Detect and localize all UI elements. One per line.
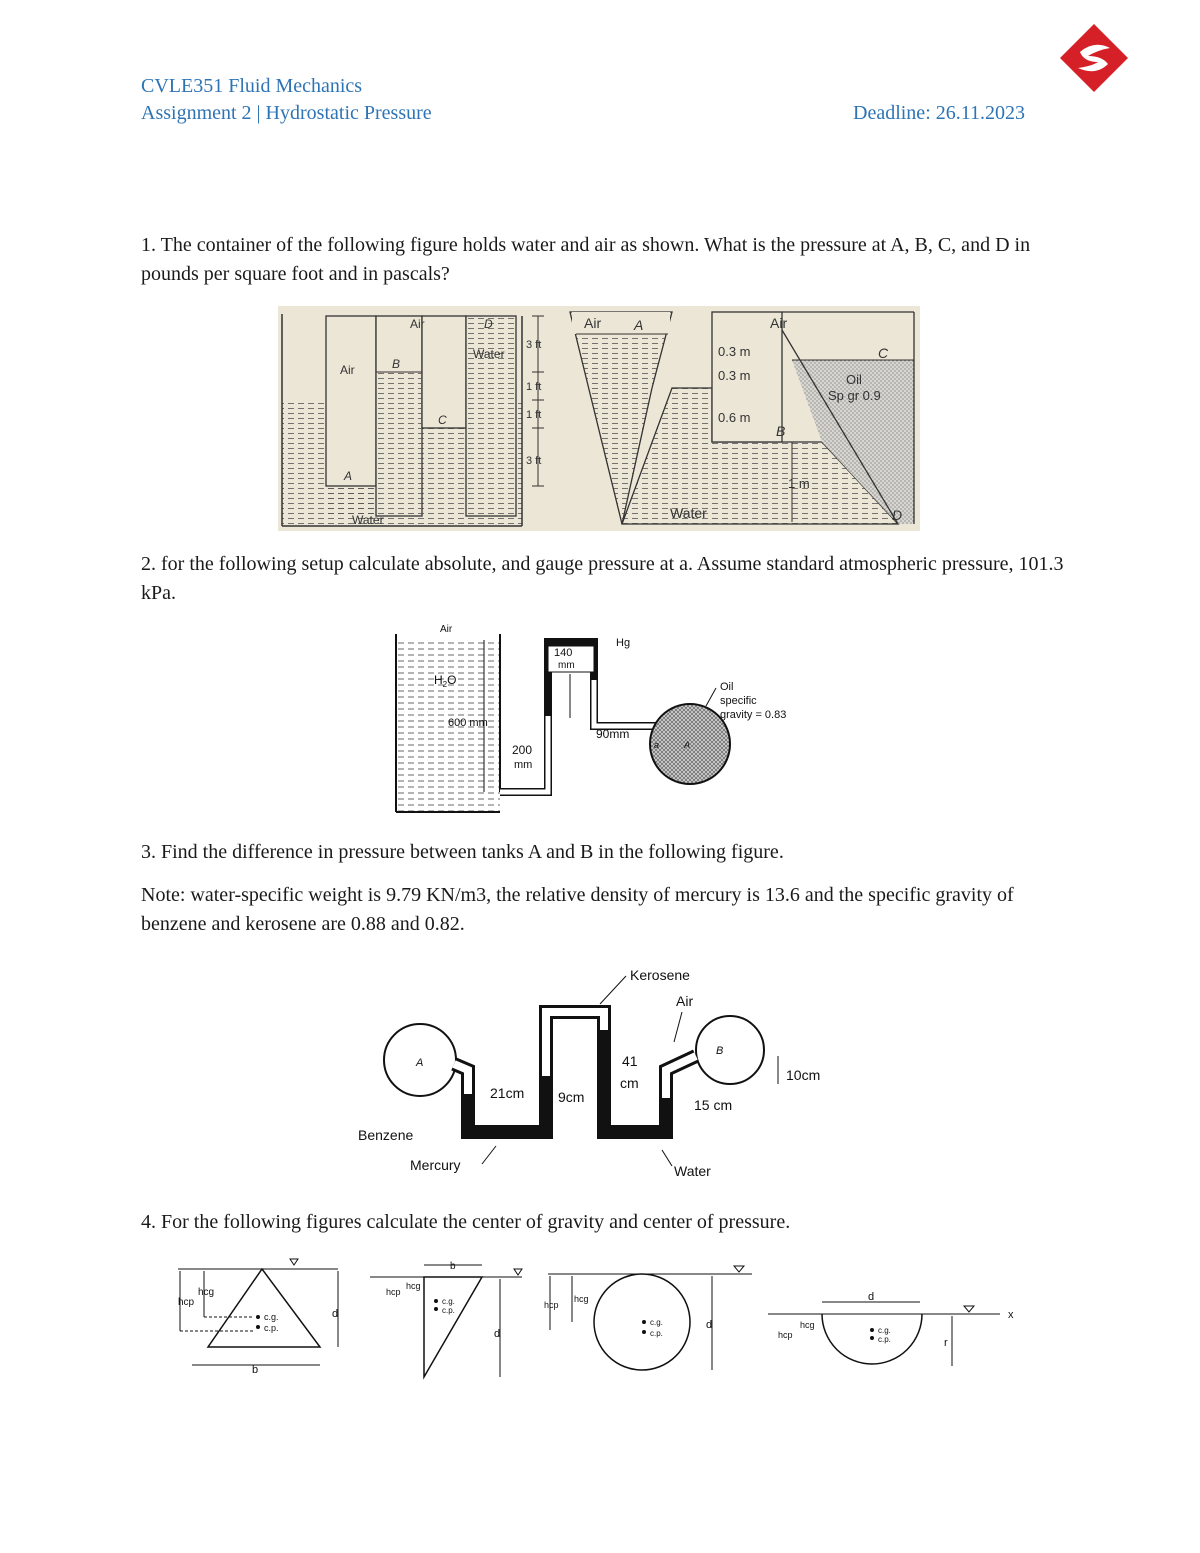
fig4-tri-hcp: hcp	[178, 1297, 195, 1308]
fig4-semi-cg: c.g.	[878, 1326, 891, 1335]
fig1a-dim-1ft-a: 1 ft	[526, 381, 542, 393]
fig1b-air-right: Air	[770, 315, 788, 331]
fig2-dim-90: 90mm	[596, 727, 630, 741]
assignment-title: Assignment 2 | Hydrostatic Pressure	[141, 102, 432, 124]
fig1b-dim-1m: 1 m	[788, 476, 810, 491]
question-3-note: Note: water-specific weight is 9.79 KN/m3, the relative density of mercury is 13.6 and the specific gravity of benzene and kerosene are 0.88 and 0.82.	[141, 884, 1014, 935]
fig4-rtri-cg: c.g.	[442, 1297, 455, 1306]
fig4-circ-cg: c.g.	[650, 1318, 663, 1327]
fig2-point-a-large: A	[684, 740, 691, 750]
fig1a-point-b: B	[392, 357, 401, 371]
fig3-dim-10cm: 10cm	[786, 1067, 821, 1083]
question-1: 1. The container of the following figure holds water and air as shown. What is the pressure at A, B, C, and D in pounds per square foot and in pascals?	[141, 234, 1031, 285]
fig2-dim-140b: mm	[558, 660, 575, 671]
fig4-rtri-hcg: hcg	[406, 1281, 421, 1291]
fig2-dim-200a: 200	[512, 743, 533, 757]
fig2-h2o-sub: 2	[442, 680, 448, 689]
fig2-dim-140a: 140	[554, 647, 573, 659]
fig1b-point-b: B	[776, 423, 786, 439]
university-logo-icon	[1058, 22, 1130, 94]
fig4-semi-d: d	[868, 1291, 875, 1303]
fig2-oil: Oil	[720, 681, 734, 693]
fig4-circ-cp: c.p.	[650, 1329, 663, 1338]
fig2-oil-gravity: gravity = 0.83	[720, 709, 787, 721]
fig3-dim-9cm: 9cm	[558, 1089, 585, 1105]
fig4-semi-r: r	[944, 1337, 948, 1349]
fig3-dim-15cm: 15 cm	[694, 1097, 733, 1113]
deadline: Deadline: 26.11.2023	[853, 102, 1026, 124]
fig2-oil-specific: specific	[720, 695, 757, 707]
fig1a-air-left: Air	[340, 363, 355, 377]
fig4-semi-hcp: hcp	[778, 1330, 793, 1340]
fig4-circ-d: d	[706, 1319, 713, 1331]
fig3-water: Water	[674, 1163, 711, 1179]
fig1a-air-top: Air	[410, 317, 425, 331]
fig2-dim-600: 600 mm	[448, 717, 488, 729]
fig1b-oil-sg: Sp gr 0.9	[828, 388, 881, 403]
fig2-dim-200b: mm	[514, 759, 533, 771]
course-title: CVLE351 Fluid Mechanics	[141, 75, 363, 97]
fig1a-point-a: A	[344, 469, 353, 483]
fig1b-air-left: Air	[584, 315, 602, 331]
fig4-rtri-hcp: hcp	[386, 1287, 401, 1297]
fig3-kerosene: Kerosene	[630, 967, 690, 983]
fig4-semi-hcg: hcg	[800, 1320, 815, 1330]
fig4-tri-cg: c.g.	[264, 1312, 279, 1322]
fig3-dim-41b: cm	[620, 1075, 639, 1091]
fig1b-water-label: Water	[670, 505, 707, 521]
fig3-air: Air	[676, 993, 694, 1009]
fig4-tri-b: b	[252, 1364, 259, 1376]
figure-2-container	[388, 622, 828, 823]
fig1b-point-c: C	[878, 345, 889, 361]
fig2-point-a-small: a	[654, 740, 660, 750]
fig1a-dim-3ft-bottom: 3 ft	[526, 455, 542, 467]
figure-4-circle	[542, 1258, 758, 1393]
fig3-dim-41a: 41	[622, 1053, 638, 1069]
fig1b-point-a: A	[634, 317, 644, 333]
fig4-tri-d: d	[332, 1308, 339, 1320]
figure-4-semicircle	[764, 1280, 1024, 1385]
figure-1b-container	[562, 306, 920, 536]
fig4-semi-cp: c.p.	[878, 1335, 891, 1344]
fig1b-dim-0-6m: 0.6 m	[718, 410, 751, 425]
fig3-tank-a: A	[416, 1057, 424, 1069]
fig1a-point-d: D	[484, 317, 493, 331]
fig4-rtri-cp: c.p.	[442, 1306, 455, 1315]
fig1a-dim-3ft-top: 3 ft	[526, 339, 542, 351]
fig1a-water-label: Water	[473, 347, 505, 361]
fig1a-point-c: C	[438, 413, 447, 427]
fig2-air: Air	[440, 624, 453, 635]
fig4-tri-hcg: hcg	[198, 1287, 215, 1298]
fig1b-dim-0-3m-a: 0.3 m	[718, 344, 751, 359]
question-4: 4. For the following figures calculate the center of gravity and center of pressure.	[141, 1211, 791, 1233]
figure-1a-container	[278, 306, 562, 536]
fig1b-dim-0-3m-b: 0.3 m	[718, 368, 751, 383]
fig3-dim-21cm: 21cm	[490, 1085, 525, 1101]
question-3: 3. Find the difference in pressure between tanks A and B in the following figure.	[141, 841, 784, 863]
fig1a-dim-1ft-b: 1 ft	[526, 409, 542, 421]
fig4-rtri-b: b	[450, 1261, 456, 1272]
fig1b-point-d: D	[892, 507, 903, 523]
figure-4-right-triangle	[366, 1255, 526, 1390]
fig4-rtri-d: d	[494, 1328, 501, 1340]
fig3-benzene: Benzene	[358, 1127, 414, 1143]
fig2-h2o-h: H	[434, 673, 443, 687]
figure-4-triangle	[170, 1255, 350, 1390]
fig1a-water-bottom: Water	[352, 513, 384, 527]
fig4-semi-x: x	[1008, 1309, 1014, 1321]
fig2-h2o-o: O	[447, 673, 457, 687]
fig1b-oil-label: Oil	[846, 372, 862, 387]
fig2-hg: Hg	[616, 637, 631, 649]
figure-3-container	[350, 960, 850, 1189]
fig3-tank-b: B	[716, 1045, 724, 1057]
question-2: 2. for the following setup calculate absolute, and gauge pressure at a. Assume standard atmospheric pressure, 101.3 kPa.	[141, 553, 1064, 604]
fig4-tri-cp: c.p.	[264, 1323, 279, 1333]
fig3-mercury: Mercury	[410, 1157, 461, 1173]
fig4-circ-hcp: hcp	[544, 1300, 559, 1310]
fig4-circ-hcg: hcg	[574, 1294, 589, 1304]
